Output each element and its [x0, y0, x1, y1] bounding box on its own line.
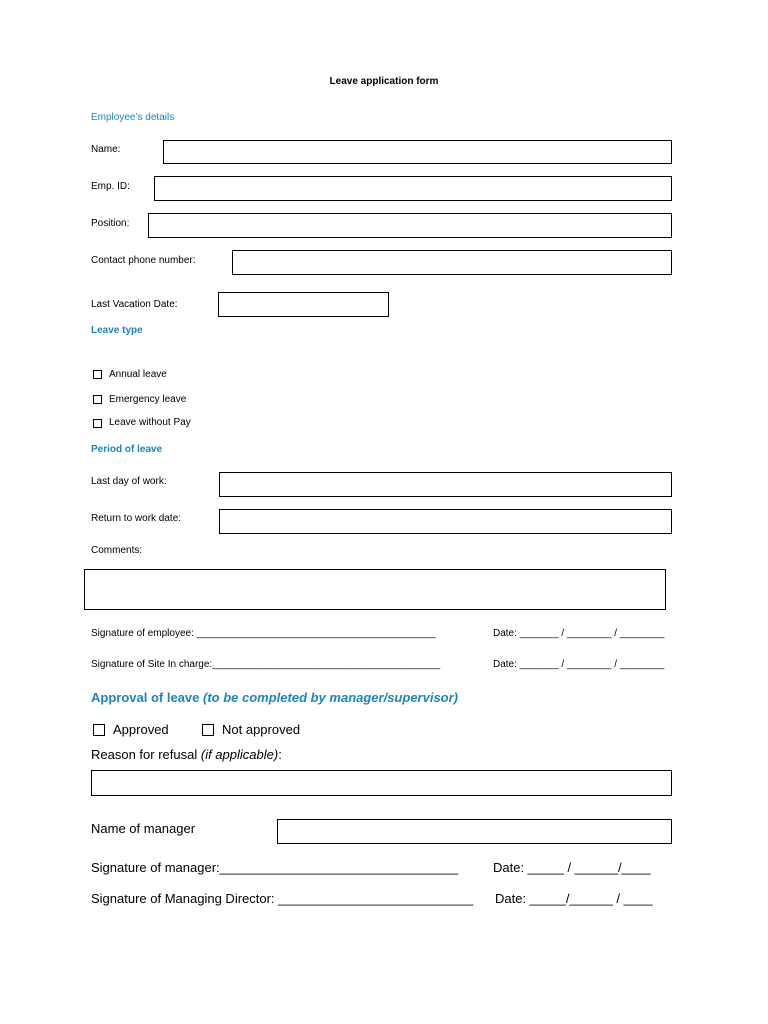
manager-signature-line: Signature of manager:_________________________________ [91, 860, 459, 875]
not-approved-checkbox[interactable] [202, 724, 214, 736]
comments-input[interactable] [84, 569, 666, 610]
last-day-label: Last day of work: [91, 476, 167, 487]
annual-leave-label: Annual leave [109, 369, 167, 380]
approval-heading [91, 690, 458, 705]
comments-label: Comments: [91, 545, 143, 556]
leave-type-heading: Leave type [91, 325, 143, 336]
last-vacation-input[interactable] [218, 292, 389, 317]
manager-date-line: Date: _____ / ______/____ [493, 860, 651, 875]
annual-leave-checkbox[interactable] [93, 370, 102, 379]
phone-input[interactable] [232, 250, 672, 275]
employee-signature-line: Signature of employee: ___________________________________________ [91, 628, 436, 639]
manager-name-input[interactable] [277, 819, 672, 844]
md-date-line: Date: _____/______ / ____ [495, 891, 653, 906]
last-day-input[interactable] [219, 472, 672, 497]
md-signature-line: Signature of Managing Director: ___________________________ [91, 891, 474, 906]
name-input[interactable] [163, 140, 672, 164]
emergency-leave-checkbox[interactable] [93, 395, 102, 404]
manager-name-label: Name of manager [91, 821, 196, 836]
name-label: Name: [91, 144, 121, 155]
position-input[interactable] [148, 213, 672, 238]
page-title: Leave application form [329, 76, 439, 87]
return-date-label: Return to work date: [91, 513, 182, 524]
site-in-charge-date-line: Date: _______ / ________ / ________ [493, 659, 665, 670]
not-approved-label: Not approved [222, 722, 301, 737]
approval-heading-note: (to be completed by manager/supervisor) [203, 690, 459, 705]
period-heading: Period of leave [91, 444, 163, 455]
reason-input[interactable] [91, 770, 672, 796]
leave-without-pay-checkbox[interactable] [93, 419, 102, 428]
leave-without-pay-label: Leave without Pay [109, 417, 191, 428]
reason-label-suffix: : [278, 747, 282, 762]
approved-checkbox[interactable] [93, 724, 105, 736]
reason-label [91, 747, 282, 762]
emergency-leave-label: Emergency leave [109, 394, 187, 405]
approval-heading-text: Approval of leave [91, 690, 200, 705]
last-vacation-label: Last Vacation Date: [91, 299, 178, 310]
reason-label-text: Reason for refusal [91, 747, 198, 762]
emp-id-input[interactable] [154, 176, 672, 201]
emp-id-label: Emp. ID: [91, 181, 130, 192]
position-label: Position: [91, 218, 130, 229]
approved-label: Approved [113, 722, 169, 737]
employee-date-line: Date: _______ / ________ / ________ [493, 628, 665, 639]
employee-details-heading: Employee’s details [91, 112, 175, 123]
reason-label-note: (if applicable) [200, 747, 279, 762]
phone-label: Contact phone number: [91, 255, 196, 266]
return-date-input[interactable] [219, 509, 672, 534]
site-in-charge-signature-line: Signature of Site In charge:_________________________________________ [91, 659, 441, 670]
